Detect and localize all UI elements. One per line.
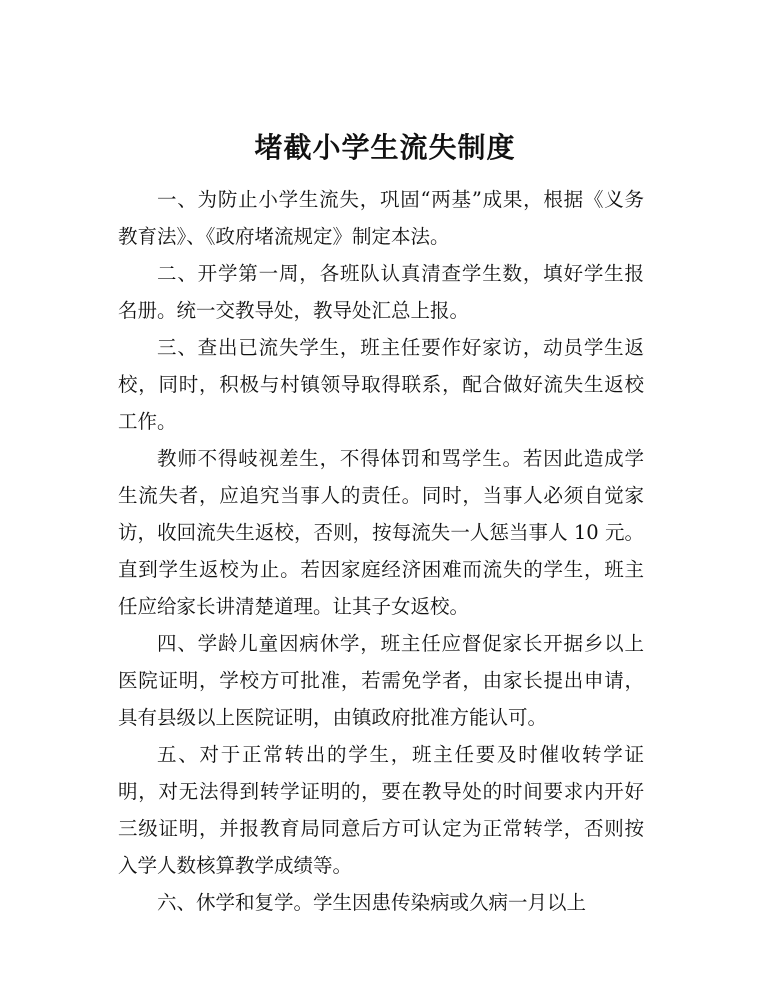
paragraph-7: 六、休学和复学。学生因患传染病或久病一月以上 <box>157 891 587 914</box>
paragraph-6: 五、对于正常转出的学生，班主任要及时催收转学证明，对无法得到转学证明的，要在教导处的时间要求内开好三级证明，并报教育局同意后方可认定为正常转学，否则按入学人数核算教学成绩等。 <box>118 743 644 877</box>
paragraph-5: 四、学龄儿童因病休学，班主任应督促家长开据乡以上医院证明，学校方可批准，若需免学者，由家长提出申请，具有县级以上医院证明，由镇政府批准方能认可。 <box>118 632 644 729</box>
document-body <box>118 181 644 921</box>
paragraph-3: 三、查出已流失学生，班主任要作好家访，动员学生返校，同时，积极与村镇领导取得联系，配合做好流失生返校工作。 <box>118 336 644 433</box>
paragraph-2: 二、开学第一周，各班队认真清查学生数，填好学生报名册。统一交教导处，教导处汇总上报。 <box>118 262 644 322</box>
paragraph-4: 教师不得岐视差生，不得体罚和骂学生。若因此造成学生流失者，应追究当事人的责任。同时，当事人必须自觉家访，收回流失生返校，否则，按每流失一人惩当事人 10 元。直到学生返校为止。若因家庭经济困难而流失的学生，班主任应给家长讲清楚道理。让其子女返校。 <box>118 447 644 618</box>
document-title: 堵截小学生流失制度 <box>254 131 516 164</box>
paragraph-1: 一、为防止小学生流失，巩固“两基”成果，根据《义务教育法》、《政府堵流规定》制定本法。 <box>118 188 644 248</box>
